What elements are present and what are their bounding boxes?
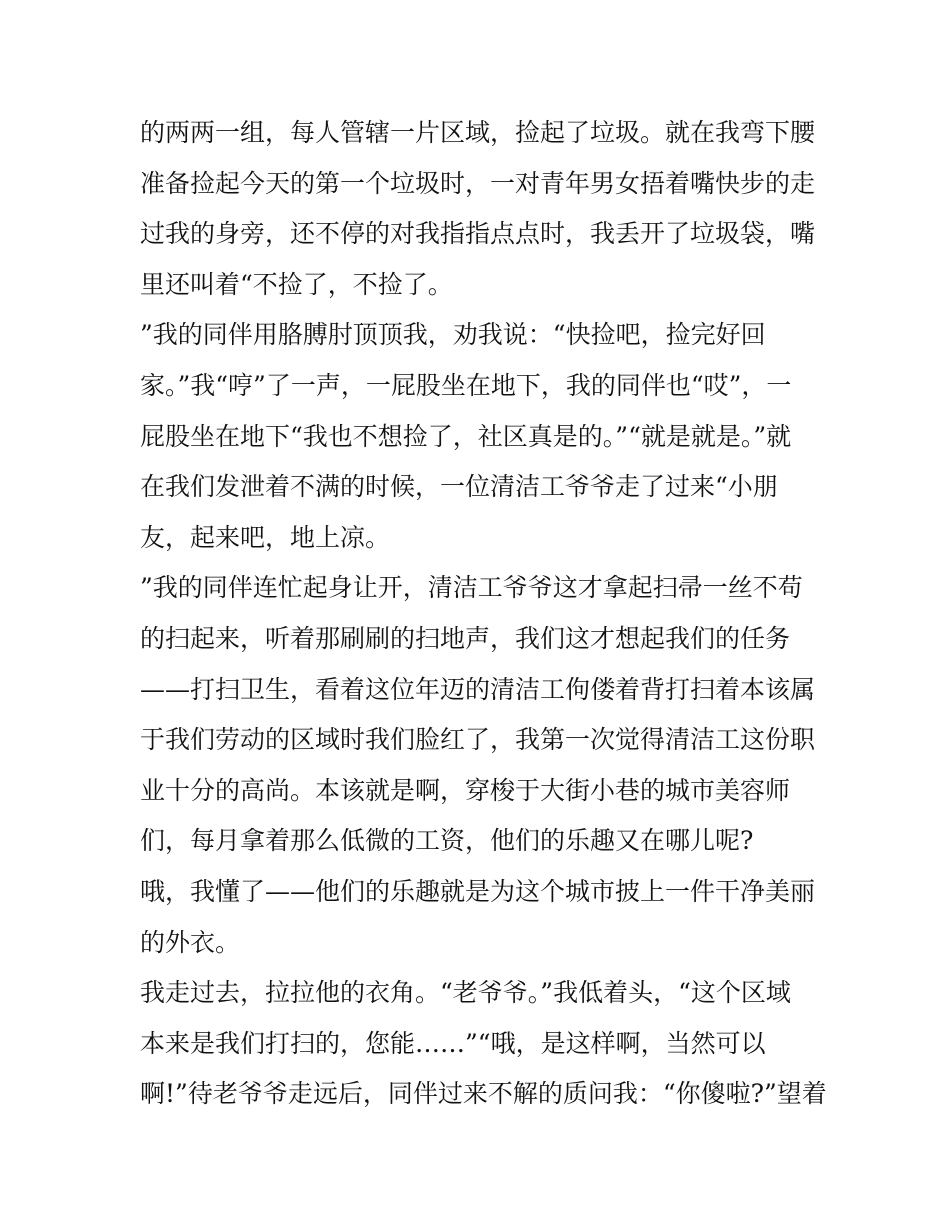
text-line: ”我的同伴用胳膊肘顶顶我，劝我说：“快捡吧，捡完好回 (140, 320, 766, 350)
document-body (140, 108, 827, 1120)
text-line: 于我们劳动的区域时我们脸红了，我第一次觉得清洁工这份职 (140, 725, 816, 755)
text-line: 准备捡起今天的第一个垃圾时，一对青年男女捂着嘴快步的走 (140, 168, 816, 198)
text-line: ”我的同伴连忙起身让开，清洁工爷爷这才拿起扫帚一丝不苟 (140, 573, 803, 603)
text-line: 在我们发泄着不满的时候，一位清洁工爷爷走了过来“小朋 (140, 472, 778, 502)
text-line: 里还叫着“不捡了，不捡了。 (140, 269, 453, 299)
text-line: ——打扫卫生，看着这位年迈的清洁工佝偻着背打扫着本该属 (140, 674, 816, 704)
text-line: 的外衣。 (140, 927, 241, 957)
text-line: 哦，我懂了——他们的乐趣就是为这个城市披上一件干净美丽 (140, 876, 816, 906)
text-line: 家。”我“哼”了一声，一屁股坐在地下，我的同伴也“哎”，一 (140, 370, 792, 400)
text-line: 啊!”待老爷爷走远后，同伴过来不解的质问我：“你傻啦?”望着 (140, 1079, 827, 1109)
text-line: 屁股坐在地下“我也不想捡了，社区真是的。”“就是就是。”就 (140, 421, 792, 451)
text-line: 的扫起来，听着那刷刷的扫地声，我们这才想起我们的任务 (140, 623, 791, 653)
text-line: 们，每月拿着那么低微的工资，他们的乐趣又在哪儿呢? (140, 826, 754, 856)
text-line: 的两两一组，每人管辖一片区域，捡起了垃圾。就在我弯下腰 (140, 118, 816, 147)
text-line: 本来是我们打扫的，您能……”“哦，是这样啊，当然可以 (140, 1028, 766, 1058)
text-line: 友，起来吧，地上凉。 (140, 522, 391, 552)
text-line: 我走过去，拉拉他的衣角。“老爷爷。”我低着头，“这个区域 (140, 978, 791, 1008)
text-line: 业十分的高尚。本该就是啊，穿梭于大街小巷的城市美容师 (140, 775, 791, 805)
text-line: 过我的身旁，还不停的对我指指点点时，我丢开了垃圾袋，嘴 (140, 219, 816, 249)
